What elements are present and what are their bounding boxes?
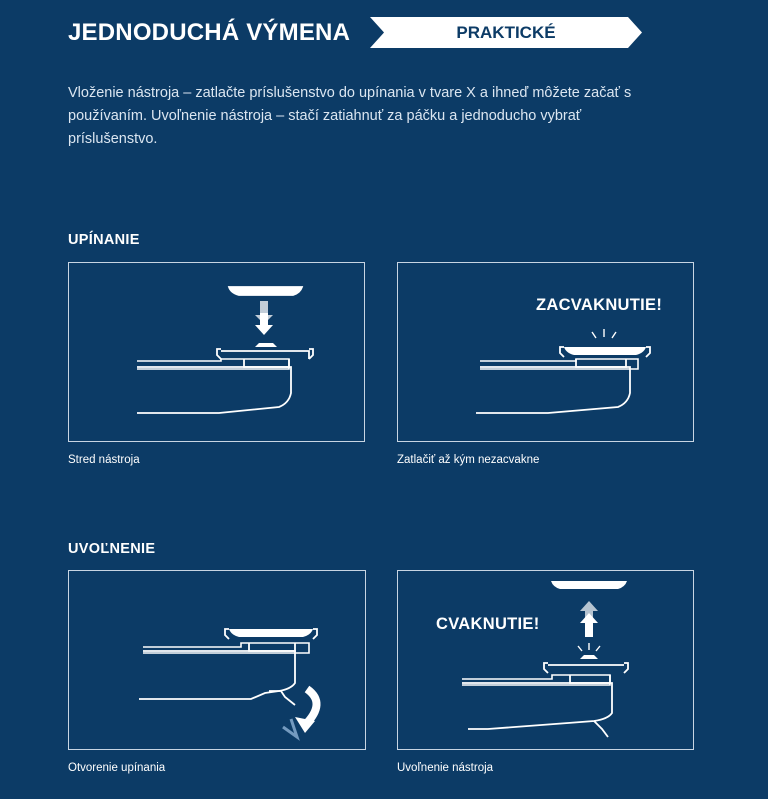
push-click-illustration <box>398 263 695 443</box>
tool-center-illustration <box>69 263 366 443</box>
badge-label: PRAKTICKÉ <box>456 23 556 42</box>
curved-arrow-icon <box>283 689 317 737</box>
open-clamp-illustration <box>69 571 367 751</box>
caption-push-click: Zatlačiť až kým nezacvakne <box>397 454 540 466</box>
illustration-panel-open-clamp <box>68 570 366 750</box>
illustration-panel-push-click <box>397 262 694 442</box>
section-heading-uvolnenie: UVOĽNENIE <box>68 541 156 557</box>
click-burst-icon <box>592 329 616 338</box>
sound-label-click-out: CVAKNUTIE! <box>436 615 540 633</box>
illustration-panel-release-tool <box>397 570 694 750</box>
page-title: JEDNODUCHÁ VÝMENA <box>68 19 351 46</box>
release-tool-illustration <box>398 571 695 751</box>
caption-open-clamp: Otvorenie upínania <box>68 762 166 774</box>
caption-release-tool: Uvoľnenie nástroja <box>397 762 494 774</box>
caption-center-tool: Stred nástroja <box>68 454 140 466</box>
illustration-panel-center-tool <box>68 262 365 442</box>
intro-text: Vloženie nástroja – zatlačte príslušenstvo do upínania v tvare X a ihneď môžete začať s používaním. Uvoľnenie nástroja – stačí zatiahnuť za páčku a jednoducho vybrať príslušenstvo. <box>68 85 632 147</box>
double-down-arrow-icon <box>255 301 273 335</box>
section-heading-upinanie: UPÍNANIE <box>68 232 140 248</box>
category-badge <box>370 17 642 48</box>
sound-label-click-in: ZACVAKNUTIE! <box>536 296 663 314</box>
click-burst-icon <box>578 643 600 651</box>
up-arrow-icon <box>580 601 598 637</box>
